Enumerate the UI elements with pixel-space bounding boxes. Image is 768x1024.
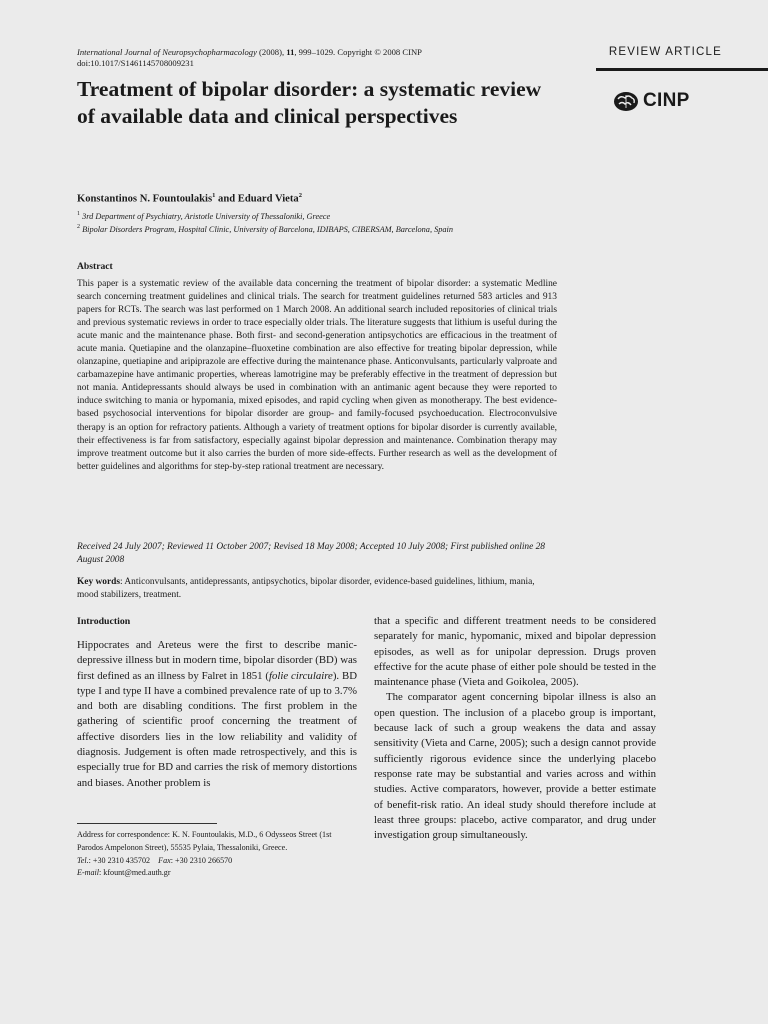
email-label: E-mail (77, 868, 100, 878)
keywords-label: Key words (77, 577, 120, 587)
body-paragraph: that a specific and different treatment needs to be considered separately for manic, hypomanic, mixed and bipolar depression episodes, as well as for unipolar depression. Drugs proven effective for the acute phase of either pole should be tested in the maintenance phase (Vieta and Goikolea, 2005). (374, 615, 656, 689)
author-name: Konstantinos N. Fountoulakis (77, 193, 213, 205)
cinp-logo-text: CINP (643, 90, 690, 111)
body-text: Hippocrates and Areteus were the first to describe manic-depressive illness but in modern time, bipolar disorder (BD) was first defined as an illness by Falret in 1851 ( (77, 639, 357, 682)
abstract-heading: Abstract (77, 261, 113, 272)
keywords-text: : Anticonvulsants, antidepressants, antipsychotics, bipolar disorder, evidence-based guidelines, lithium, mania, mood stabilizers, treatment. (77, 577, 535, 600)
body-text-italic: folie circulaire (268, 669, 333, 682)
affiliation-text: 3rd Department of Psychiatry, Aristotle University of Thessaloniki, Greece (80, 211, 331, 221)
introduction-heading: Introduction (77, 616, 131, 627)
author-name: Eduard Vieta (237, 193, 299, 205)
journal-pages-copyright: , 999–1029. Copyright © 2008 CINP (294, 47, 422, 57)
body-paragraph: The comparator agent concerning bipolar illness is also an open question. The inclusion of a placebo group is important, because lack of such a group weakens the data and assay sensitivity (Vieta and Carne, 2005); such a design cannot provide sufficiently rigorous evidence since the underlying placebo response rate may be substantial and varies across and within studies. Active comparators, however, provide a better estimate of benefit-risk ratio. An ideal study should therefore include at least three groups: placebo, active comparator, and drug under investigation group simultaneously. (374, 691, 656, 842)
publication-dates: Received 24 July 2007; Reviewed 11 October 2007; Revised 18 May 2008; Accepted 10 July 2008; First published online 28 August 2008 (77, 542, 545, 565)
journal-name: International Journal of Neuropsychopharmacology (77, 47, 257, 57)
affiliation-text: Bipolar Disorders Program, Hospital Clinic, University of Barcelona, IDIBAPS, CIBERSAM, Barcelona, Spain (80, 224, 454, 234)
affiliation (77, 222, 453, 235)
article-title: Treatment of bipolar disorder: a systematic review of available data and clinical perspectives (77, 77, 542, 128)
journal-citation (77, 47, 422, 58)
correspondence-footnote (77, 829, 359, 880)
fax-number: : +30 2310 266570 (170, 855, 233, 865)
fax-label: Fax (158, 855, 171, 865)
right-column (374, 614, 656, 843)
footnote-rule (77, 823, 217, 824)
journal-volume: 11 (286, 47, 295, 57)
tel-number: : +30 2310 435702 (88, 855, 151, 865)
brain-icon (613, 91, 639, 112)
body-paragraph (77, 638, 357, 791)
author-affiliation-mark: 2 (298, 192, 302, 199)
keywords (77, 576, 557, 602)
author-conjunction: and (215, 193, 238, 205)
doi: doi:10.1017/S1461145708009231 (77, 58, 194, 68)
author-affiliation-mark: 1 (212, 192, 216, 199)
abstract-text: This paper is a systematic review of the available data concerning the treatment of bipolar disorder: a systematic Medline search concerning treatment guidelines and clinical trials. The search for treatment guidelines returned 583 articles and 913 papers for RCTs. The search was last performed on 1 March 2008. An additional search included repositories of clinical trials and previous systematic reviews in order to trace especially older trials. The literature suggests that lithium is useful during the acute manic and the maintenance phase. Both first- and second-generation antipsychotics are efficacious in the treatment of acute mania. Quetiapine and the olanzapine–fluoxetine combination are also effective for treating bipolar depression, while olanzapine, quetiapine and aripiprazole are effective during the maintenance phase. Anticonvulsants, particularly valproate and carbamazepine have antimanic properties, whereas lamotrigine may be preferably effective in the treatment of depression but not mania. Antidepressants should always be used in combination with an antimanic agent because they were reported to induce switching to mania or hypomania, mixed episodes, and rapid cycling when given as monotherapy. The best evidence-based psychosocial interventions for bipolar disorder are group- and family-focused psychoeducation. Electroconvulsive therapy is an option for refractory patients. Although a variety of treatment options for bipolar disorder is currently available, their effectiveness is far from satisfactory, especially against bipolar depression and maintenance. Combination therapy may improve treatment outcome but it also carries the burden of more side-effects. Further research as well as the development of better guidelines and algorithms for step-by-step rational treatment are necessary. (77, 279, 557, 472)
affiliation (77, 209, 330, 222)
affiliation-number: 2 (77, 224, 80, 230)
cinp-logo (613, 90, 690, 112)
email-address: : kfount@med.auth.gr (99, 868, 171, 878)
correspondence-address: Address for correspondence: K. N. Fountoulakis, M.D., 6 Odysseos Street (1st Parodos Ampelonon Street), 55535 Pylaia, Thessaloniki, Greece. (77, 830, 332, 852)
affiliation-number: 1 (77, 211, 80, 217)
author-list (77, 192, 302, 205)
section-rule (596, 68, 768, 71)
tel-label: Tel. (77, 855, 89, 865)
journal-year: (2008), (256, 47, 287, 57)
section-label: REVIEW ARTICLE (608, 46, 722, 58)
body-text: ). BD type I and type II have a combined prevalence rate of up to 3.7% and both are disabling conditions. The first problem in the gathering of scientific proof concerning the treatment of affective disorders lies in the low reliability and validity of diagnosis. Judgement is often made retrospectively, and this is especially true for BD and carries the risk of memory distortions and biases. Another problem is (77, 669, 358, 789)
